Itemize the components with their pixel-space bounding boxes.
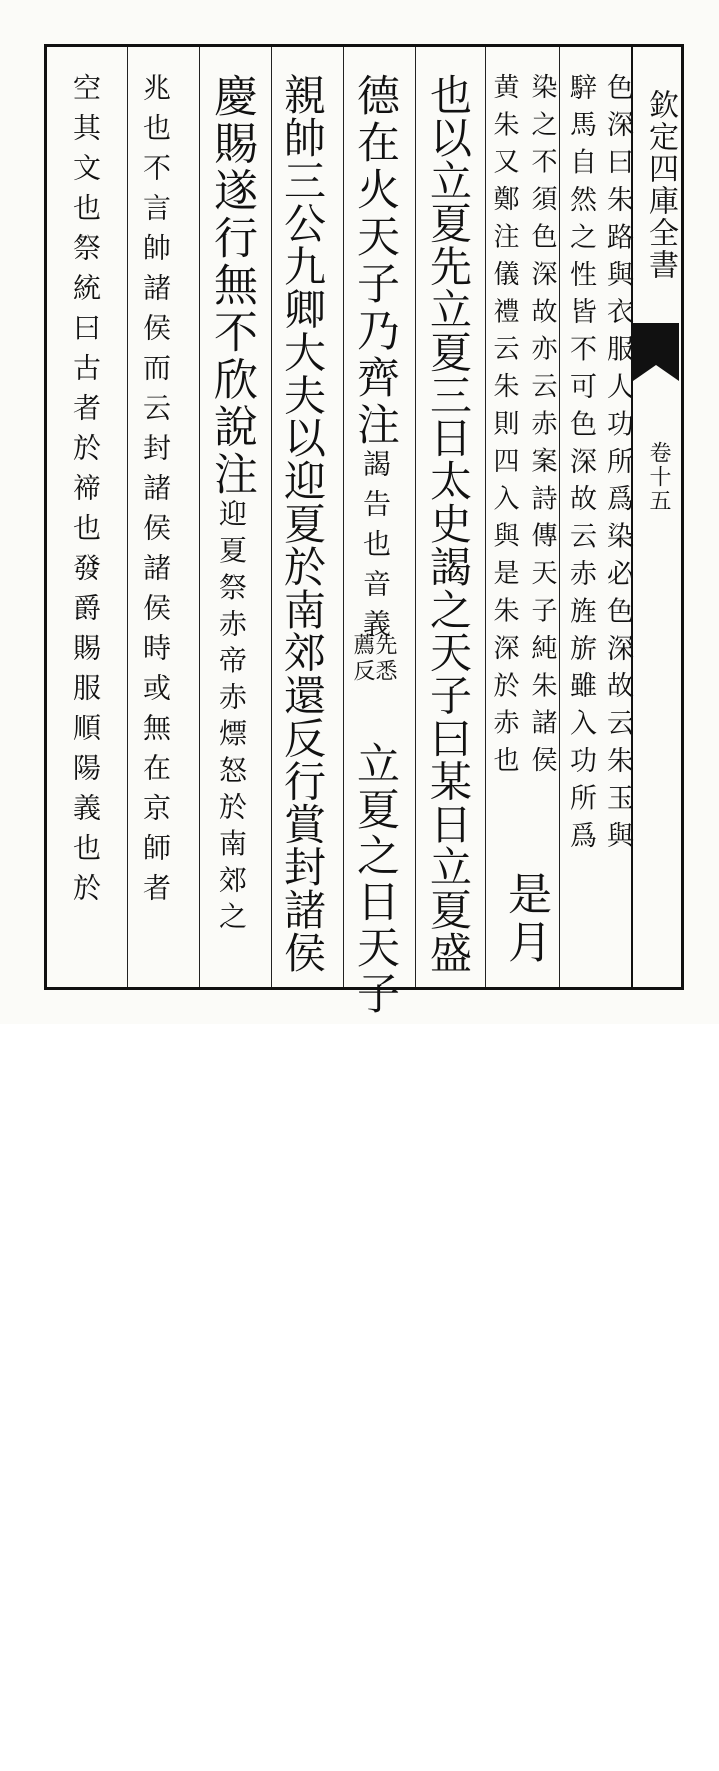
column-divider [485, 47, 486, 987]
annotation-line: 色深曰朱路與衣服人功所爲染必色深故云朱玉與 [602, 73, 633, 859]
column-divider [343, 47, 344, 987]
main-text-column: 親帥三公九卿大夫以迎夏於南郊還反行賞封諸侯 [278, 73, 327, 974]
annotation-line: 染之不須色深故亦云赤案詩傳天子純朱諸侯 [527, 73, 557, 784]
annotation-column-1 [567, 73, 631, 923]
phonetic-note [351, 633, 395, 743]
main-text: 德在火天子乃齊注 [350, 73, 400, 449]
main-text: 立夏之日天子 [350, 741, 400, 1017]
column-divider [271, 47, 272, 987]
margin-column [631, 47, 681, 987]
main-text-column: 也以立夏先立夏三日太史謁之天子曰某日立夏盛 [424, 73, 473, 974]
annotation-line: 黄朱又鄭注儀禮云朱則四入與是朱深於赤也 [489, 73, 519, 784]
book-title: 欽定四庫全書 [643, 89, 678, 281]
annotation-line: 騂馬自然之性皆不可色深故云赤旌旂雖入功所爲 [565, 73, 596, 859]
column-divider [199, 47, 200, 987]
annotation-column-2 [491, 73, 555, 903]
volume-number: 卷十五 [646, 441, 671, 513]
main-text: 慶賜遂行無不欣說注 [206, 73, 257, 498]
fishtail-mark-icon [631, 323, 681, 393]
note-text: 謁告也音義 [359, 449, 392, 649]
column-divider [559, 47, 560, 987]
annotation-column: 空其文也祭統曰古者於禘也發爵賜服順陽義也於 [69, 73, 102, 913]
page-frame [44, 44, 684, 1017]
note-text: 迎夏祭赤帝赤熛怒於南郊之 [215, 499, 248, 939]
main-text-fragment: 是月 [500, 871, 551, 967]
column-divider [415, 47, 416, 987]
column-divider [127, 47, 128, 987]
note-line: 先悉 [372, 633, 397, 685]
annotation-column: 兆也不言帥諸侯而云封諸侯諸侯時或無在京師者 [139, 73, 172, 913]
note-line: 薦反 [350, 633, 375, 685]
